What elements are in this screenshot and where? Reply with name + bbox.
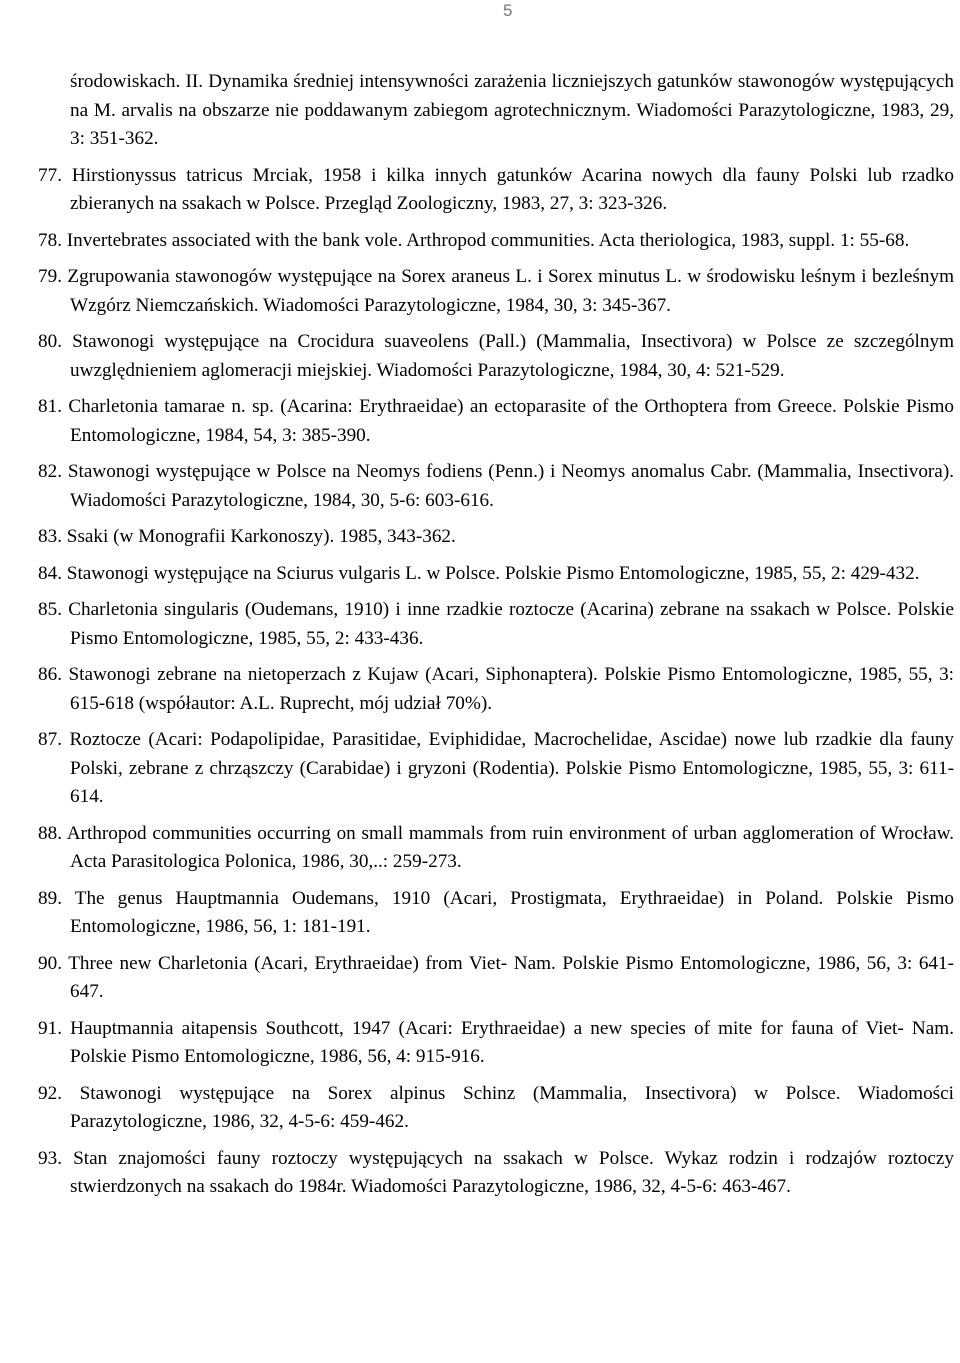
entry-number: 88. [38,822,62,844]
list-item [38,596,954,653]
list-item [38,1145,954,1202]
list-item [38,227,954,256]
entry-number: 80. [38,331,62,352]
entry-text: Stawonogi zebrane na nietoperzach z Kujaw (Acari, Siphonaptera). Polskie Pismo Entomologiczne, 1985, 55, 3: 615-618 (współautor: A.L. Ruprecht, mój udział 70%). [68,664,954,714]
bibliography-list [38,68,954,1210]
entry-text: Hauptmannia aitapensis Southcott, 1947 (Acari: Erythraeidae) a new species of mite for fauna of Viet- Nam. Polskie Pismo Entomologiczne, 1986, 56, 4: 915-916. [70,1017,955,1067]
entry-text: Roztocze (Acari: Podapolipidae, Parasitidae, Eviphididae, Macrochelidae, Ascidae) nowe lub rzadkie dla fauny Polski, zebrane z chrząszczy (Carabidae) i gryzoni (Rodentia). Polskie Pismo Entomologiczne, 1985, 55, 3: 611-614. [69,729,955,807]
entry-number: 90. [38,952,62,974]
entry-text: Stawonogi występujące w Polsce na Neomys fodiens (Penn.) i Neomys anomalus Cabr. (Mammalia, Insectivora). Wiadomości Parazytologiczne, 1984, 30, 5-6: 603-616. [67,461,955,511]
list-item [38,1080,954,1137]
entry-text: Stawonogi występujące na Crocidura suaveolens (Pall.) (Mammalia, Insectivora) w Polsce ze szczególnym uwzględnieniem aglomeracji miejskiej. Wiadomości Parazytologiczne, 1984, 30, 4: 521-529. [70,331,954,381]
list-item [38,560,954,589]
entry-number: 82. [38,461,62,482]
entry-text: Arthropod communities occurring on small mammals from ruin environment of urban agglomeration of Wrocław. Acta Parasitologica Polonica, 1986, 30,..: 259-273. [66,822,954,872]
entry-text: Stawonogi występujące na Sciurus vulgaris L. w Polsce. Polskie Pismo Entomologiczne, 1985, 55, 2: 429-432. [66,562,920,584]
list-item [38,726,954,812]
entry-text: Stawonogi występujące na Sorex alpinus Schinz (Mammalia, Insectivora) w Polsce. Wiadomości Parazytologiczne, 1986, 32, 4-5-6: 459-462. [70,1082,954,1132]
entry-number: 86. [38,664,62,685]
list-item [38,263,954,320]
entry-number: 87. [38,729,62,750]
list-item [38,162,954,219]
list-item [38,393,954,450]
list-item [38,68,954,154]
list-item [38,950,954,1007]
list-item [38,1015,954,1072]
entry-number: 92. [38,1082,62,1104]
entry-number: 79. [38,266,62,287]
entry-text: Ssaki (w Monografii Karkonoszy). 1985, 343-362. [66,526,456,547]
entry-text: Hirstionyssus tatricus Mrciak, 1958 i kilka innych gatunków Acarina nowych dla fauny Polski lub rzadko zbieranych na ssakach w Polsce. Przegląd Zoologiczny, 1983, 27, 3: 323-326. [70,164,955,214]
entry-number: 89. [38,887,62,909]
entry-text: The genus Hauptmannia Oudemans, 1910 (Acari, Prostigmata, Erythraeidae) in Poland. Polskie Pismo Entomologiczne, 1986, 56, 1: 181-191. [70,887,955,937]
list-item [38,523,954,552]
entry-text: środowiskach. II. Dynamika średniej intensywności zarażenia liczniejszych gatunków stawonogów występujących na M. arvalis na obszarze nie poddawanym zabiegom agrotechnicznym. Wiadomości Parazytologiczne, 1983, 29, 3: 351-362. [70,71,954,149]
entry-text: Invertebrates associated with the bank vole. Arthropod communities. Acta theriologica, 1983, suppl. 1: 55-68. [66,229,910,251]
entry-number: 81. [38,396,62,417]
list-item [38,661,954,718]
list-item [38,328,954,385]
entry-text: Charletonia singularis (Oudemans, 1910) i inne rzadkie roztocze (Acarina) zebrane na ssakach w Polsce. Polskie Pismo Entomologiczne, 1985, 55, 2: 433-436. [68,599,955,649]
entry-number: 83. [38,526,62,547]
list-item [38,820,954,877]
entry-text: Charletonia tamarae n. sp. (Acarina: Erythraeidae) an ectoparasite of the Orthoptera from Greece. Polskie Pismo Entomologiczne, 1984, 54, 3: 385-390. [68,396,955,446]
entry-text: Zgrupowania stawonogów występujące na Sorex araneus L. i Sorex minutus L. w środowisku leśnym i bezleśnym Wzgórz Niemczańskich. Wiadomości Parazytologiczne, 1984, 30, 3: 345-367. [67,266,955,316]
entry-number: 85. [38,599,62,620]
entry-number: 93. [38,1147,62,1169]
page-number: 5 [503,1,513,20]
entry-number: 84. [38,562,62,584]
list-item [38,885,954,942]
entry-text: Three new Charletonia (Acari, Erythraeidae) from Viet- Nam. Polskie Pismo Entomologiczne, 1986, 56, 3: 641-647. [68,952,955,1002]
entry-number: 91. [38,1017,62,1039]
entry-number: 77. [38,164,62,186]
entry-text: Stan znajomości fauny roztoczy występujących na ssakach w Polsce. Wykaz rodzin i rodzajów roztoczy stwierdzonych na ssakach do 1984r. Wiadomości Parazytologiczne, 1986, 32, 4-5-6: 463-467. [70,1147,955,1197]
list-item [38,458,954,515]
entry-number: 78. [38,229,62,251]
